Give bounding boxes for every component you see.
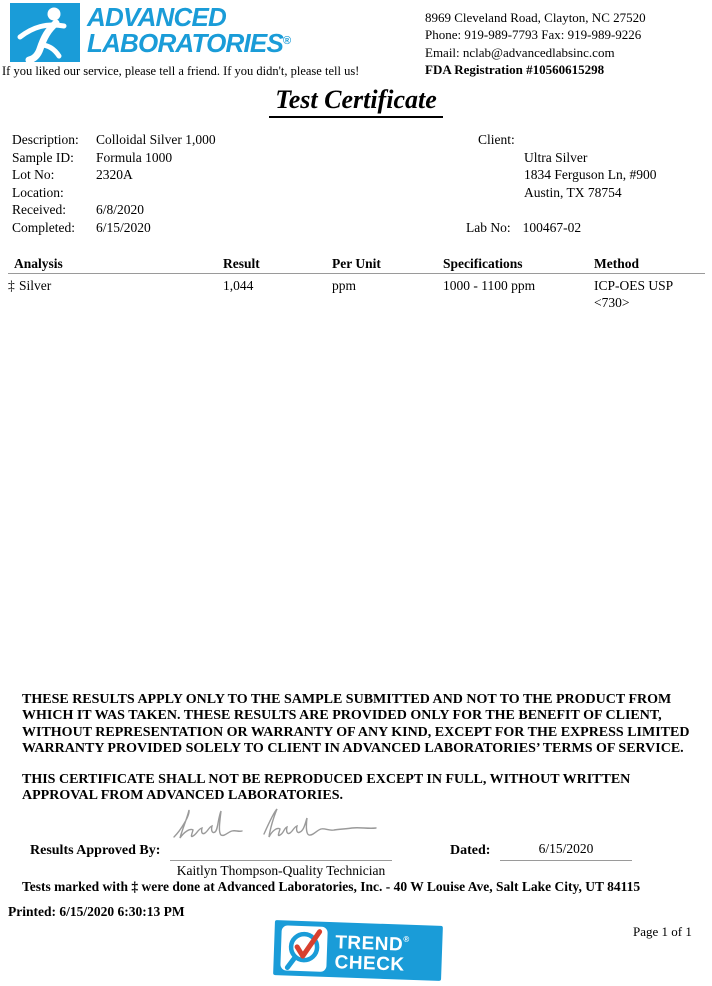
service-tagline: If you liked our service, please tell a friend. If you didn't, please tell us! [2, 64, 360, 78]
fda-registration: FDA Registration #10560615298 [425, 61, 605, 77]
sample-info-block [12, 131, 216, 237]
logo-line2: LABORATORIES® [87, 27, 292, 58]
handwritten-signature [160, 804, 400, 849]
result-value: 1,044 [223, 278, 254, 293]
analysis-marker: ‡ [8, 278, 15, 293]
approver-name-title: Kaitlyn Thompson-Quality Technician [176, 863, 386, 878]
info-row-description: Description: Colloidal Silver 1,000 [12, 132, 216, 147]
info-row-received: Received: 6/8/2020 [12, 202, 145, 218]
per-unit-value: ppm [332, 278, 357, 293]
client-label: Client: [478, 132, 515, 147]
results-approved-by-label: Results Approved By: [30, 843, 161, 858]
info-row-sample-id: Sample ID: Formula 1000 [12, 149, 173, 165]
analysis-value: Silver [19, 278, 52, 293]
advanced-laboratories-logo [10, 3, 80, 62]
method-value: ICP-OES USP <730> [594, 278, 673, 310]
col-per-unit: Per Unit [332, 256, 381, 271]
client-name: Ultra Silver [524, 150, 588, 165]
registered-mark: ® [283, 34, 292, 47]
col-analysis: Analysis [14, 256, 63, 271]
disclaimer-block [22, 692, 698, 805]
client-address1: 1834 Ferguson Ln, #900 [524, 167, 657, 183]
printed-timestamp: Printed: 6/15/2020 6:30:13 PM [8, 904, 185, 919]
info-row-lot-no: Lot No: 2320A [12, 167, 133, 183]
lab-no-label: Lab No: [466, 220, 511, 235]
trend-check-wordmark [334, 927, 409, 976]
disclaimer-paragraph-2: THIS CERTIFICATE SHALL NOT BE REPRODUCED EXCEPT IN FULL, WITHOUT WRITTEN APPROVAL FROM ADVANCED LABORATORIES. [22, 772, 631, 804]
trend-check-logo [273, 920, 443, 981]
logo-wordmark [87, 2, 292, 58]
signature-line [170, 860, 392, 861]
lab-email: Email: nclab@advancedlabsinc.com [425, 44, 615, 60]
specifications-value: 1000 - 1100 ppm [443, 278, 536, 293]
trend-line: TREND® [334, 931, 410, 956]
dated-value: 6/15/2020 [538, 841, 594, 856]
trend-registered-mark: ® [403, 934, 410, 944]
check-line: CHECK [334, 951, 405, 976]
client-address2: Austin, TX 78754 [524, 184, 622, 200]
person-figure-icon [10, 3, 80, 62]
lab-no-row [466, 220, 581, 236]
logo-line1: ADVANCED [87, 2, 227, 32]
dated-label: Dated: [450, 843, 491, 858]
lab-address: 8969 Cleveland Road, Clayton, NC 27520 [425, 10, 646, 25]
info-row-completed: Completed: 6/15/2020 [12, 219, 151, 235]
col-result: Result [223, 256, 260, 271]
page-number: Page 1 of 1 [633, 924, 692, 939]
disclaimer-paragraph-1: THESE RESULTS APPLY ONLY TO THE SAMPLE SUBMITTED AND NOT TO THE PRODUCT FROM WHICH IT WAS TAKEN. THESE RESULTS ARE PROVIDED ONLY FOR THE BENEFIT OF CLIENT, WITHOUT REPRESENTATION OR WARRANTY OF ANY KIND, EXCEPT FOR THE EXPRESS LIMITED WARRANTY PROVIDED SOLELY TO CLIENT IN ADVANCED LABORATORIES’ TERMS OF SERVICE. [22, 692, 690, 756]
magnifier-check-icon [280, 925, 328, 972]
tests-marker-note: Tests marked with ‡ were done at Advanced Laboratories, Inc. - 40 W Louise Ave, Salt Lake City, UT 84115 [22, 879, 641, 894]
page-title: Test Certificate [0, 85, 712, 118]
col-method: Method [594, 256, 639, 271]
info-row-location: Location: [12, 184, 64, 200]
lab-phone-fax: Phone: 919-989-7793 Fax: 919-989-9226 [425, 27, 642, 43]
col-specifications: Specifications [443, 256, 523, 271]
lab-no-value: 100467-02 [522, 220, 582, 235]
dated-line [500, 860, 632, 861]
table-header-rule [8, 273, 705, 274]
client-address-block [524, 149, 657, 201]
lab-contact-block [425, 9, 646, 78]
